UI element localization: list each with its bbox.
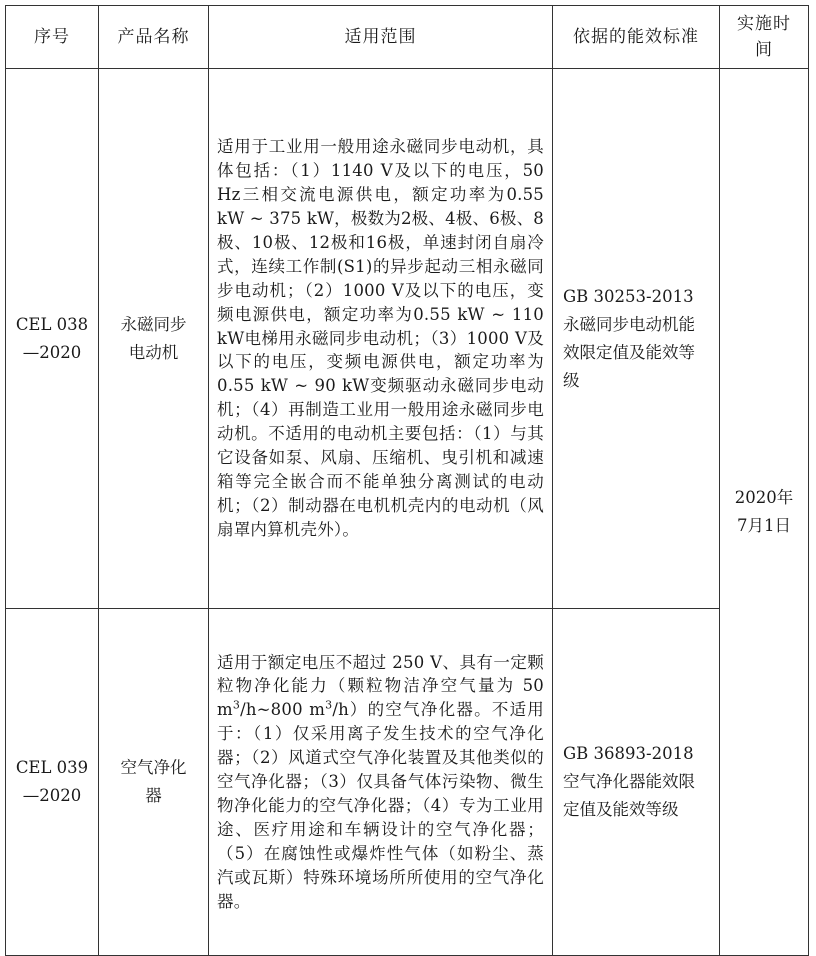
table-row: [6, 609, 809, 956]
row-seq-line2: —2020: [22, 786, 82, 805]
row-product-cell: [99, 69, 209, 609]
row-scope-cell: [209, 609, 553, 956]
header-scope: 适用范围: [209, 6, 553, 69]
row-standard-cell: [553, 609, 720, 956]
row-scope-cell: [209, 69, 553, 609]
row-scope-text-part1: 适用于额定电压不超过 250 V、具有一定颗粒物净化能力（颗粒物洁净空气量为 50 m: [217, 652, 544, 720]
row-product-name: 空气净化器: [120, 758, 187, 805]
row-seq-line1: CEL 039: [15, 758, 89, 777]
row-seq-line1: CEL 038: [15, 314, 89, 334]
header-product: 产品名称: [99, 6, 209, 69]
row-product-name: 永磁同步电动机: [120, 314, 187, 362]
catalog-table-container: [5, 5, 809, 956]
row-scope-superscript: 3: [325, 698, 333, 712]
row-seq-cell: [6, 69, 99, 609]
row-scope-superscript: 3: [232, 698, 241, 712]
implementation-date-line1: 2020年: [734, 488, 794, 507]
row-standard-name: 空气净化器能效限定值及能效等级: [563, 772, 695, 819]
header-date: [720, 6, 809, 69]
row-seq-line2: —2020: [22, 342, 82, 362]
row-standard-code: GB 30253-2013: [563, 286, 694, 306]
row-product-cell: [99, 609, 209, 956]
row-standard-code: GB 36893-2018: [563, 744, 694, 763]
energy-label-catalog-table: [5, 5, 809, 956]
row-scope-text: 适用于工业用一般用途永磁同步电动机，具体包括：（1）1140 V及以下的电压，50 Hz三相交流电源供电，额定功率为0.55 kW ~ 375 kW，极数为2极、4极、6极、8极、10极、12极和16极，单速封闭自扇冷式，连续工作制(S1)的异步起动三相永磁同步电动机；（2）1000 V及以下的电压，变频电源供电，额定功率为0.55 kW ~ 110 kW电梯用永磁同步电动机；（3）1000 V及以下的电压，变频电源供电，额定功率为0.55 kW ~ 90 kW变频驱动永磁同步电动机；（4）再制造工业用一般用途永磁同步电动机。不适用的电动机主要包括：（1）与其它设备如泵、风扇、压缩机、曳引机和减速箱等完全嵌合而不能单独分离测试的电动机；（2）制动器在电机机壳内的电动机（风扇罩内算机壳外）。: [217, 137, 544, 539]
header-standard: 依据的能效标准: [553, 6, 720, 69]
implementation-date-line2: 7月1日: [737, 516, 791, 535]
header-seq: 序号: [6, 6, 99, 69]
row-scope-text-part3: /h）的空气净化器。不适用于：（1）仅采用离子发生技术的空气净化器；（2）风道式空气净化装置及其他类似的空气净化器；（3）仅具备气体污染物、微生物净化能力的空气净化器；（4）专为工业用途、医疗用途和车辆设计的空气净化器；（5）在腐蚀性或爆炸性气体（如粉尘、蒸汽或瓦斯）特殊环境场所所使用的空气净化器。: [217, 700, 544, 911]
row-seq-cell: [6, 609, 99, 956]
implementation-date-cell: [720, 69, 809, 956]
header-date-text: 实施时间: [737, 14, 791, 60]
header-row: [6, 6, 809, 69]
row-standard-cell: [553, 69, 720, 609]
row-scope-text-part2: /h~800 m: [240, 700, 326, 720]
table-row: [6, 69, 809, 609]
row-standard-name: 永磁同步电动机能效限定值及能效等级: [563, 314, 695, 390]
